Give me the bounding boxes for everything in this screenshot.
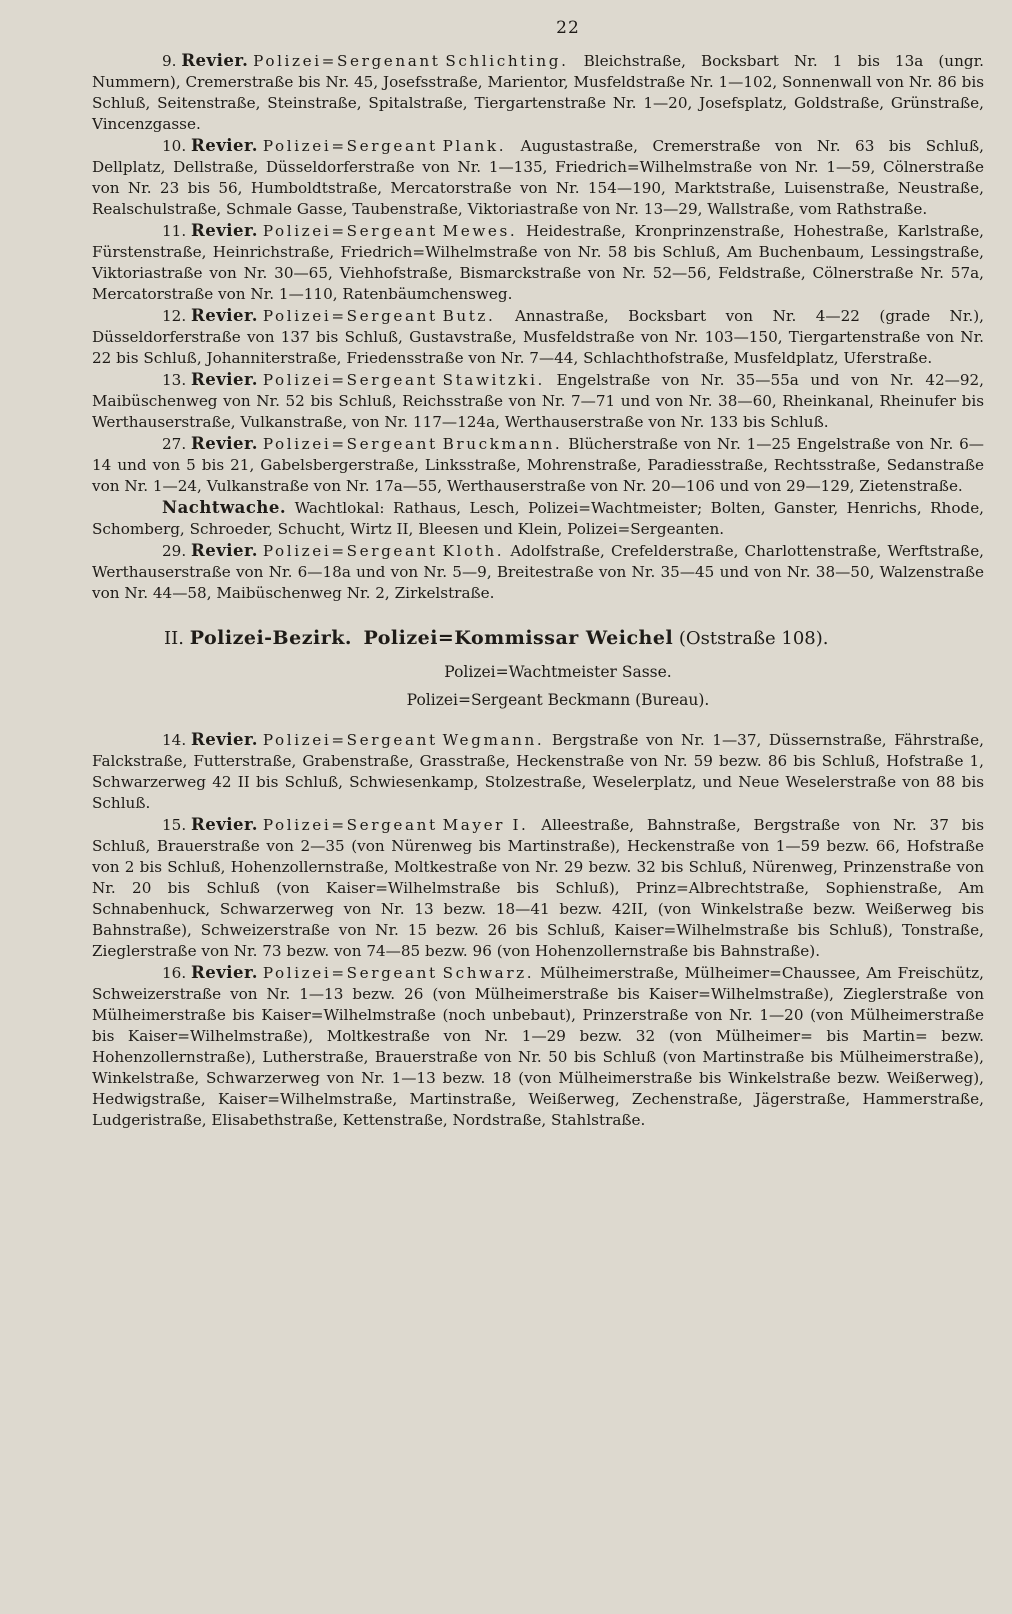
revier-entry [92,50,984,135]
revier-label: Revier. [190,730,258,749]
staff-sergeant-bureau: Polizei=Sergeant Beckmann (Bureau). [406,691,710,709]
revier-label: Nachtwache. [162,498,287,517]
revier-label: Revier. [190,815,258,834]
officer-name: Kloth. [442,542,505,560]
officer-title: Polizei=Sergeant [262,137,438,155]
street-list: Alleestraße, Bahnstraße, Bergstraße von Nr. 37 bis Schluß, Brauerstraße von 2—35 (von Nürenweg bis Martinstraße), Heckenstraße von 1—59 bezw. 66, Hofstraße von 2 bis Schluß, Hohenzollernstraße, Moltkestraße von Nr. 29 bezw. 32 bis Schluß, Nürenweg, Prinzenstraße von Nr. 20 bis Schluß (von Kaiser=Wilhelmstraße bis Schluß), Prinz=Albrechtstraße, Sophienstraße, Am Schnabenhuck, Schwarzerweg von Nr. 13 bezw. 18—41 bezw. 42II, (von Winkelstraße bezw. Weißerweg bis Bahnstraße), Schweizerstraße von Nr. 15 bezw. 26 bis Schluß, Kaiser=Wilhelmstraße bis Schluß), Tonstraße, Zieglerstraße von Nr. 73 bezw. von 74—85 bezw. 96 (von Hohenzollernstraße bis Bahnstraße). [92,816,984,960]
street-list: Bleichstraße, Bocksbart Nr. 1 bis 13a (ungr. Nummern), Cremerstraße bis Nr. 45, Josefsstraße, Marientor, Musfeldstraße Nr. 1—102, Sonnenwall von Nr. 86 bis Schluß, Seitenstraße, Steinstraße, Spitalstraße, Tiergartenstraße Nr. 1—20, Josefsplatz, Goldstraße, Grünstraße, Vincenzgasse. [92,52,984,133]
officer-title: Polizei=Sergeant [262,435,438,453]
revier-entry [92,220,984,305]
officer-name: Mewes. [442,222,518,240]
revier-entry [92,729,984,814]
revier-entry [92,962,984,1131]
street-list: Wachtlokal: Rathaus, Lesch, Polizei=Wachtmeister; Bolten, Ganster, Henrichs, Rhode, Schomberg, Schroeder, Schucht, Wirtz II, Bleesen und Klein, Polizei=Sergeanten. [92,499,985,538]
revier-label: Revier. [190,136,258,155]
staff-wachtmeister: Polizei=Wachtmeister Sasse. [444,663,672,681]
revier-label: Revier. [181,51,249,70]
officer-name: Schlichting. [445,52,569,70]
district-roman: II. [164,628,184,649]
street-list: Blücherstraße von Nr. 1—25 Engelstraße von Nr. 6—14 und von 5 bis 21, Gabelsbergerstraße, Linksstraße, Mohrenstraße, Paradiesstraße, Rechtsstraße, Sedanstraße von Nr. 1—24, Vulkanstraße von Nr. 17a—55, Werthauserstraße von Nr. 20—106 und von 29—129, Zietenstraße. [92,435,984,495]
revier-number: 15. [162,816,187,834]
district-heading [92,626,984,651]
officer-name: Wegmann. [442,731,545,749]
street-list: Heidestraße, Kronprinzenstraße, Hohestraße, Karlstraße, Fürstenstraße, Heinrichstraße, Friedrich=Wilhelmstraße von Nr. 58 bis Schluß, Am Buchenbaum, Lessingstraße, Viktoriastraße von Nr. 30—65, Viehhofstraße, Bismarckstraße von Nr. 52—56, Feldstraße, Cölnerstraße Nr. 57a, Mercatorstraße von Nr. 1—110, Ratenbäumchensweg. [92,222,985,303]
officer-title: Polizei=Sergeant [262,964,438,982]
officer-name: Stawitzki. [442,371,545,389]
officer-name: Butz. [442,307,496,325]
officer-name: Mayer I. [442,816,529,834]
revier-entry [92,369,984,433]
revier-section-2 [92,729,984,1131]
revier-label: Revier. [190,221,258,240]
district-commissioner: Polizei=Kommissar Weichel [363,627,674,649]
revier-entry [92,540,984,604]
officer-name: Plank. [442,137,507,155]
revier-entry [92,497,984,540]
revier-entry [92,814,984,962]
revier-number: 9. [162,52,177,70]
revier-label: Revier. [190,963,258,982]
revier-number: 11. [162,222,187,240]
street-list: Annastraße, Bocksbart von Nr. 4—22 (grade Nr.), Düsseldorferstraße von 137 bis Schluß, Gustavstraße, Musfeldstraße von Nr. 103—150, Tiergartenstraße von Nr. 22 bis Schluß, Johanniterstraße, Friedensstraße von Nr. 7—44, Schlachthofstraße, Musfeldplatz, Uferstraße. [92,307,984,367]
revier-number: 29. [162,542,187,560]
street-list: Mülheimerstraße, Mülheimer=Chaussee, Am Freischütz, Schweizerstraße von Nr. 1—13 bezw. 26 (von Mülheimerstraße bis Kaiser=Wilhelmstraße), Zieglerstraße von Mülheimerstraße bis Kaiser=Wilhelmstraße (noch unbebaut), Prinzerstraße von Nr. 1—20 (von Mülheimerstraße bis Kaiser=Wilhelmstraße), Moltkestraße von Nr. 1—29 bezw. 32 (von Mülheimer= bis Martin= bezw. Hohenzollernstraße), Lutherstraße, Brauerstraße von Nr. 50 bis Schluß (von Martinstraße bis Mülheimerstraße), Winkelstraße, Schwarzerweg von Nr. 1—13 bezw. 18 (von Mülheimerstraße bis Winkelstraße bezw. Weißerweg), Hedwigstraße, Kaiser=Wilhelmstraße, Martinstraße, Weißerweg, Zechenstraße, Jägerstraße, Hammerstraße, Ludgeristraße, Elisabethstraße, Kettenstraße, Nordstraße, Stahlstraße. [92,964,985,1129]
revier-label: Revier. [190,306,258,325]
revier-label: Revier. [190,370,258,389]
officer-title: Polizei=Sergeant [262,222,438,240]
officer-title: Polizei=Sergeant [262,731,438,749]
officer-title: Polizei=Sergeant [262,371,438,389]
revier-number: 16. [162,964,187,982]
street-list: Augustastraße, Cremerstraße von Nr. 63 bis Schluß, Dellplatz, Dellstraße, Düsseldorferstraße von Nr. 1—135, Friedrich=Wilhelmstraße von Nr. 1—59, Cölnerstraße von Nr. 23 bis 56, Humboldtstraße, Mercatorstraße von Nr. 154—190, Marktstraße, Luisenstraße, Neustraße, Realschulstraße, Schmale Gasse, Taubenstraße, Viktoriastraße von Nr. 13—29, Wallstraße, vom Rathstraße. [92,137,985,218]
revier-label: Revier. [190,541,258,560]
street-list: Engelstraße von Nr. 35—55a und von Nr. 42—92, Maibüschenweg von Nr. 52 bis Schluß, Reichsstraße von Nr. 7—71 und von Nr. 38—60, Rheinkanal, Rheinufer bis Werthauserstraße, Vulkanstraße, von Nr. 117—124a, Werthauserstraße von Nr. 133 bis Schluß. [92,371,985,431]
revier-label: Revier. [190,434,258,453]
revier-entry [92,433,984,497]
revier-number: 27. [162,435,187,453]
revier-number: 14. [162,731,187,749]
officer-name: Bruckmann. [442,435,563,453]
revier-number: 10. [162,137,187,155]
revier-number: 12. [162,307,187,325]
district-address: (Oststraße 108). [678,628,829,649]
street-list: Adolfstraße, Crefelderstraße, Charlottenstraße, Werftstraße, Werthauserstraße von Nr. 6—18a und von Nr. 5—9, Breitestraße von Nr. 35—45 und von Nr. 38—50, Walzenstraße von Nr. 44—58, Maibüschenweg Nr. 2, Zirkelstraße. [92,542,985,602]
street-list: Bergstraße von Nr. 1—37, Düssernstraße, Fährstraße, Falckstraße, Futterstraße, Grabenstraße, Grasstraße, Heckenstraße von Nr. 59 bezw. 86 bis Schluß, Hofstraße 1, Schwarzerweg 42 II bis Schluß, Schwiesenkamp, Stolzestraße, Weselerplatz, und Neue Weselerstraße von 88 bis Schluß. [92,731,984,812]
revier-entry [92,305,984,369]
officer-title: Polizei=Sergenant [253,52,441,70]
revier-section-1 [92,50,984,604]
officer-name: Schwarz. [442,964,535,982]
revier-number: 13. [162,371,187,389]
page-number: 22 [556,18,580,38]
officer-title: Polizei=Sergeant [262,816,438,834]
district-name: Polizei-Bezirk. [189,627,352,649]
officer-title: Polizei=Sergeant [262,542,438,560]
officer-title: Polizei=Sergeant [262,307,438,325]
revier-entry [92,135,984,220]
